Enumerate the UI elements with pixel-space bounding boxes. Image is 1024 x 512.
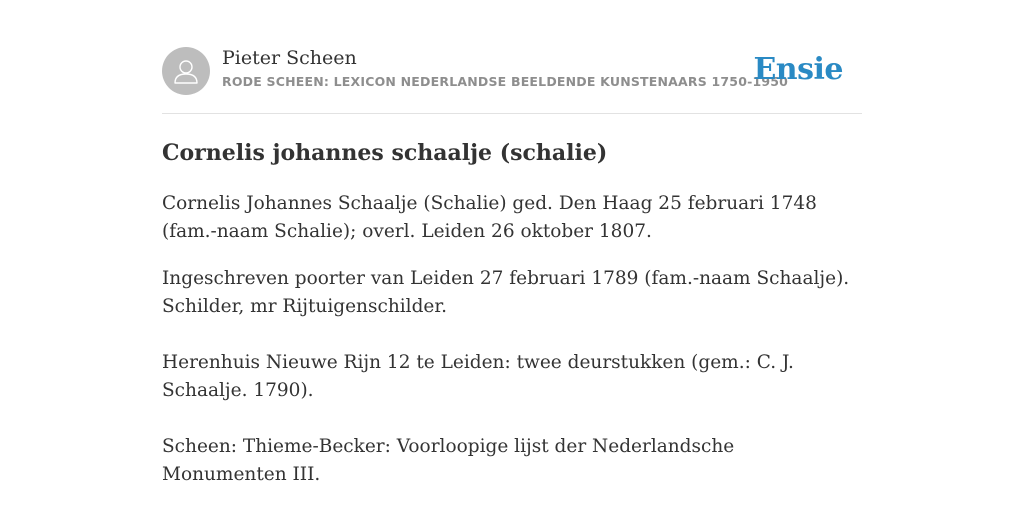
ensie-logo[interactable]: Ensie bbox=[753, 52, 843, 87]
author-name[interactable]: Pieter Scheen bbox=[222, 47, 357, 69]
article-header bbox=[162, 46, 862, 114]
paragraph-registration: Ingeschreven poorter van Leiden 27 februari 1789 (fam.-naam Schaalje). Schilder, mr Rijtuigenschilder. bbox=[162, 268, 850, 317]
source-title[interactable]: RODE SCHEEN: LEXICON NEDERLANDSE BEELDENDE KUNSTENAARS 1750-1950 bbox=[222, 74, 789, 89]
article-body bbox=[162, 190, 862, 508]
paragraph-biography: Cornelis Johannes Schaalje (Schalie) ged. Den Haag 25 februari 1748 (fam.-naam Schalie); overl. Leiden 26 oktober 1807. bbox=[162, 193, 817, 242]
user-silhouette-icon bbox=[162, 47, 210, 95]
paragraph-works: Herenhuis Nieuwe Rijn 12 te Leiden: twee deurstukken (gem.: C. J. Schaalje. 1790). bbox=[162, 352, 794, 401]
article-title: Cornelis johannes schaalje (schalie) bbox=[162, 140, 608, 166]
author-avatar[interactable] bbox=[162, 47, 210, 95]
paragraph-sources: Scheen: Thieme-Becker: Voorloopige lijst der Nederlandsche Monumenten III. bbox=[162, 436, 735, 485]
